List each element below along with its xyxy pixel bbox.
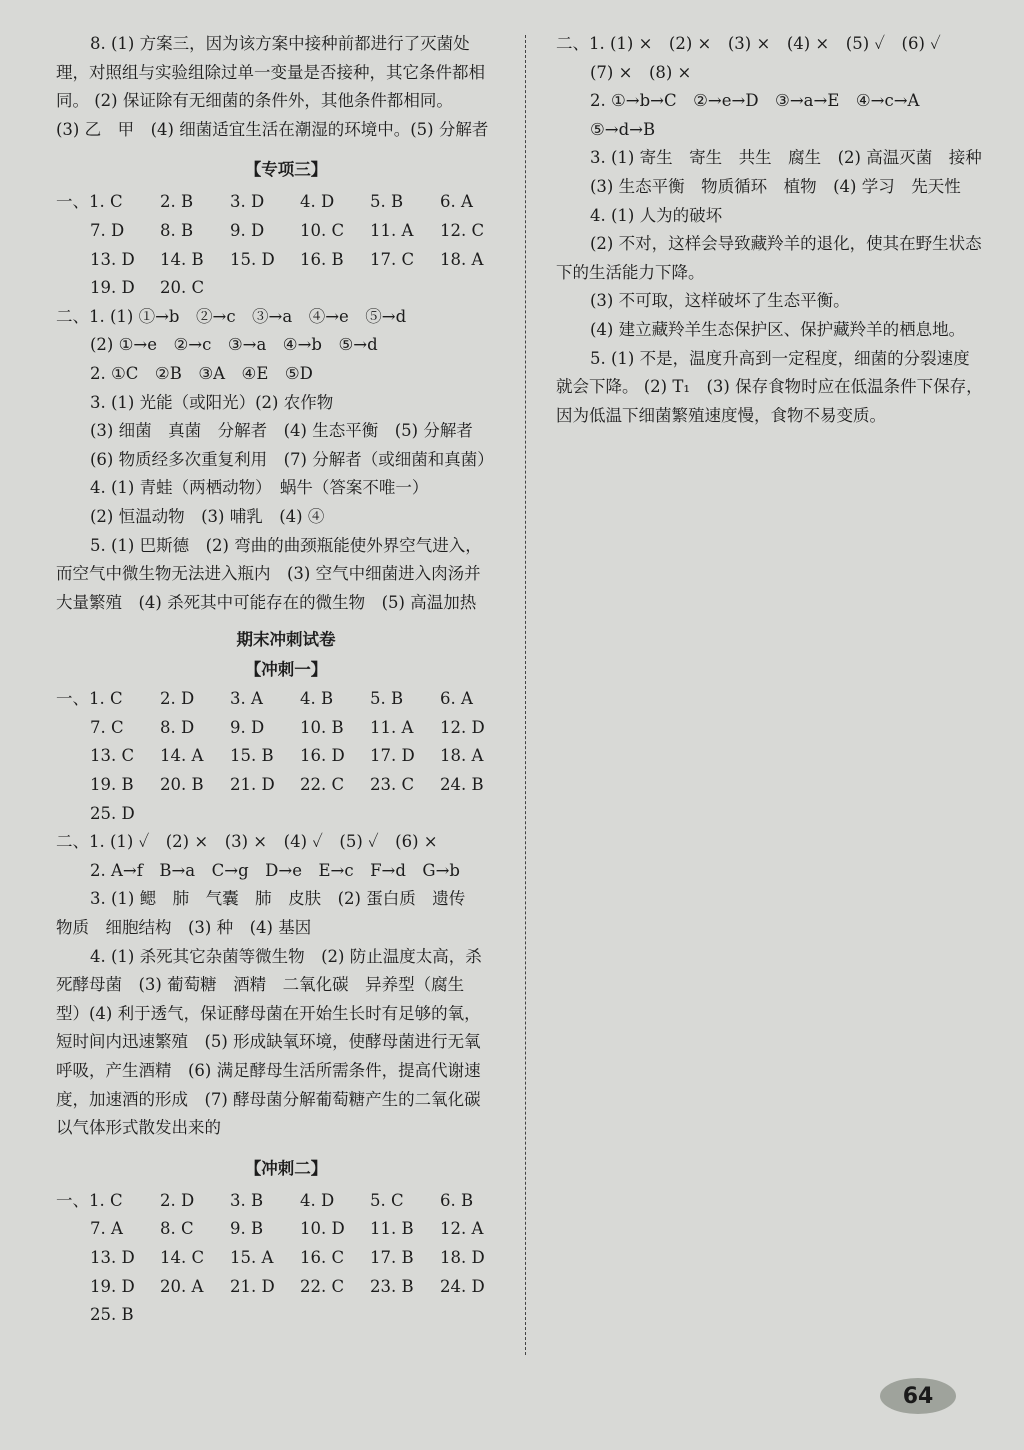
answer-cell: 5. B	[370, 689, 404, 709]
text-line: (3) 不可取，这样破坏了生态平衡。	[590, 291, 850, 311]
text-line: 理，对照组与实验组除过单一变量是否接种，其它条件都相	[56, 62, 485, 82]
text-line: 短时间内迅速繁殖 (5) 形成缺氧环境，使酵母菌进行无氧	[56, 1032, 481, 1052]
text-line: 因为低温下细菌繁殖速度慢，食物不易变质。	[556, 405, 886, 425]
text-line: 度，加速酒的形成 (7) 酵母菌分解葡萄糖产生的二氧化碳	[56, 1089, 481, 1109]
text-line: (2) ①→e ②→c ③→a ④→b ⑤→d	[90, 335, 378, 355]
answer-cell: 21. D	[230, 1276, 275, 1296]
answer-cell: 8. B	[160, 220, 194, 240]
text-line: 2. ①→b→C ②→e→D ③→a→E ④→c→A	[590, 91, 920, 111]
text-line: ⑤→d→B	[590, 119, 656, 139]
text-line: 型）(4) 利于透气，保证酵母菌在开始生长时有足够的氧，	[56, 1003, 481, 1023]
answer-cell: 24. B	[440, 775, 484, 795]
section-title: 【冲刺二】	[244, 1158, 328, 1178]
text-line: 2. ①C ②B ③A ④E ⑤D	[90, 363, 313, 383]
text-line: (2) 不对，这样会导致藏羚羊的退化，使其在野生状态	[590, 234, 982, 254]
text-line: 死酵母菌 (3) 葡萄糖 酒精 二氧化碳 异养型（腐生	[56, 975, 465, 995]
answer-cell: 5. C	[370, 1190, 404, 1210]
answer-cell: 16. B	[300, 249, 344, 269]
answer-cell: 16. C	[300, 1247, 345, 1267]
answer-cell: 15. B	[230, 746, 274, 766]
answer-cell: 3. D	[230, 192, 265, 212]
answer-cell: 22. C	[300, 775, 345, 795]
answer-cell: 11. A	[370, 220, 414, 240]
answer-cell: 9. D	[230, 220, 265, 240]
answer-cell: 8. C	[160, 1219, 194, 1239]
answer-cell: 7. A	[90, 1219, 123, 1239]
answer-cell: 23. C	[370, 775, 415, 795]
answer-row	[56, 274, 516, 303]
answer-cell: 17. B	[370, 1247, 414, 1267]
column-divider	[525, 35, 526, 1355]
answer-cell: 17. D	[370, 746, 415, 766]
answer-cell: 24. D	[440, 1276, 485, 1296]
text-line: 5. (1) 不是，温度升高到一定程度，细菌的分裂速度	[590, 348, 970, 368]
answer-cell: 13. C	[90, 746, 135, 766]
answer-cell: 6. B	[440, 1190, 474, 1210]
answer-cell: 7. D	[90, 220, 125, 240]
text-line: 以气体形式散发出来的	[56, 1118, 221, 1138]
answer-row	[56, 1273, 516, 1302]
answer-cell: 10. D	[300, 1219, 345, 1239]
answer-cell: 20. B	[160, 775, 204, 795]
text-line: 而空气中微生物无法进入瓶内 (3) 空气中细菌进入肉汤并	[56, 564, 481, 584]
text-line: 物质 细胞结构 (3) 种 (4) 基因	[56, 918, 312, 938]
text-line: (6) 物质经多次重复利用 (7) 分解者（或细菌和真菌）	[90, 449, 494, 469]
answer-cell: 10. B	[300, 717, 344, 737]
text-line: (2) 恒温动物 (3) 哺乳 (4) ④	[90, 506, 325, 526]
answer-row	[56, 217, 516, 246]
answer-cell: 8. D	[160, 717, 195, 737]
answer-cell: 20. A	[160, 1276, 204, 1296]
answer-cell: 19. D	[90, 278, 135, 298]
answer-cell: 3. A	[230, 689, 263, 709]
text-line: 呼吸，产生酒精 (6) 满足酵母生活所需条件，提高代谢速	[56, 1061, 481, 1080]
section-title: 【专项三】	[244, 160, 328, 180]
text-line: 4. (1) 人为的破坏	[590, 205, 723, 225]
answer-cell: 12. C	[440, 220, 485, 240]
answer-cell: 23. B	[370, 1276, 414, 1296]
answer-cell: 4. D	[300, 1190, 335, 1210]
text-line: (4) 建立藏羚羊生态保护区、保护藏羚羊的栖息地。	[590, 319, 966, 339]
answer-cell: 16. D	[300, 746, 345, 766]
text-line: 大量繁殖 (4) 杀死其中可能存在的微生物 (5) 高温加热	[56, 592, 477, 612]
answer-row	[56, 771, 516, 800]
answer-row	[56, 1244, 516, 1273]
answer-cell: 一、1. C	[56, 689, 123, 709]
answer-cell: 25. D	[90, 803, 135, 823]
answer-cell: 17. C	[370, 249, 415, 269]
text-line: 3. (1) 鳃 肺 气囊 肺 皮肤 (2) 蛋白质 遗传	[90, 889, 466, 909]
section-title: 【冲刺一】	[244, 660, 328, 680]
answer-cell: 14. A	[160, 746, 204, 766]
answer-cell: 6. A	[440, 192, 473, 212]
text-line: 8. (1) 方案三，因为该方案中接种前都进行了灭菌处	[90, 34, 470, 53]
text-line: 4. (1) 青蛙（两栖动物） 蜗牛（答案不唯一）	[90, 478, 429, 498]
answer-cell: 2. D	[160, 1190, 195, 1210]
answer-cell: 5. B	[370, 192, 404, 212]
answer-row	[56, 246, 516, 275]
text-line: 二、1. (1) × (2) × (3) × (4) × (5) ✓ (6) ✓	[556, 34, 941, 53]
answer-cell: 19. D	[90, 1276, 135, 1296]
answer-row	[56, 1215, 516, 1244]
text-line: 同。 (2) 保证除有无细菌的条件外，其他条件都相同。	[56, 91, 453, 111]
text-line: (3) 细菌 真菌 分解者 (4) 生态平衡 (5) 分解者	[90, 421, 473, 441]
answer-cell: 6. A	[440, 689, 473, 709]
answer-row	[56, 800, 516, 829]
answer-cell: 13. D	[90, 1247, 135, 1267]
answer-cell: 18. A	[440, 746, 484, 766]
answer-row	[56, 714, 516, 743]
answer-cell: 14. C	[160, 1247, 205, 1267]
text-line: 二、1. (1) ✓ (2) × (3) × (4) ✓ (5) ✓ (6) ×	[56, 832, 438, 852]
answer-cell: 2. B	[160, 192, 194, 212]
answer-cell: 4. B	[300, 689, 334, 709]
text-line: 二、1. (1) ①→b ②→c ③→a ④→e ⑤→d	[56, 306, 407, 326]
answer-cell: 21. D	[230, 775, 275, 795]
answer-cell: 3. B	[230, 1190, 264, 1210]
answer-cell: 15. A	[230, 1247, 274, 1267]
answer-cell: 13. D	[90, 249, 135, 269]
exam-title: 期末冲刺试卷	[236, 630, 336, 650]
text-line: (7) × (8) ×	[590, 62, 692, 82]
answer-cell: 一、1. C	[56, 1190, 123, 1210]
answer-cell: 10. C	[300, 220, 345, 240]
answer-cell: 9. B	[230, 1219, 264, 1239]
text-line: 5. (1) 巴斯德 (2) 弯曲的曲颈瓶能使外界空气进入，	[90, 535, 482, 555]
answer-cell: 2. D	[160, 689, 195, 709]
answer-cell: 14. B	[160, 249, 204, 269]
answer-cell: 15. D	[230, 249, 275, 269]
text-line: 2. A→f B→a C→g D→e E→c F→d G→b	[90, 860, 460, 880]
answer-cell: 22. C	[300, 1276, 345, 1296]
text-line: 4. (1) 杀死其它杂菌等微生物 (2) 防止温度太高，杀	[90, 946, 482, 966]
answer-cell: 一、1. C	[56, 192, 123, 212]
answer-cell: 12. A	[440, 1219, 484, 1239]
answer-cell: 18. D	[440, 1247, 485, 1267]
answer-cell: 20. C	[160, 278, 205, 298]
answer-cell: 9. D	[230, 717, 265, 737]
text-line: 3. (1) 光能（或阳光）(2) 农作物	[90, 392, 334, 412]
answer-cell: 11. A	[370, 717, 414, 737]
answer-row	[56, 742, 516, 771]
answer-row	[56, 685, 516, 714]
text-line: (3) 乙 甲 (4) 细菌适宜生活在潮湿的环境中。(5) 分解者	[56, 119, 489, 139]
right-column	[556, 30, 1016, 430]
answer-cell: 11. B	[370, 1219, 414, 1239]
answer-cell: 18. A	[440, 249, 484, 269]
text-line: 3. (1) 寄生 寄生 共生 腐生 (2) 高温灭菌 接种	[590, 148, 982, 168]
answer-cell: 25. B	[90, 1305, 134, 1325]
text-line: 下的生活能力下降。	[556, 262, 705, 282]
answer-cell: 7. C	[90, 717, 124, 737]
text-line: 就会下降。 (2) T₁ (3) 保存食物时应在低温条件下保存，	[556, 377, 983, 397]
page-number: 64	[880, 1378, 956, 1414]
answer-row	[56, 1301, 516, 1330]
answer-cell: 12. D	[440, 717, 485, 737]
answer-row	[56, 188, 516, 217]
answer-cell: 4. D	[300, 192, 335, 212]
left-column	[56, 30, 516, 1330]
answer-cell: 19. B	[90, 775, 134, 795]
answer-row	[56, 1187, 516, 1216]
text-line: (3) 生态平衡 物质循环 植物 (4) 学习 先天性	[590, 176, 961, 196]
